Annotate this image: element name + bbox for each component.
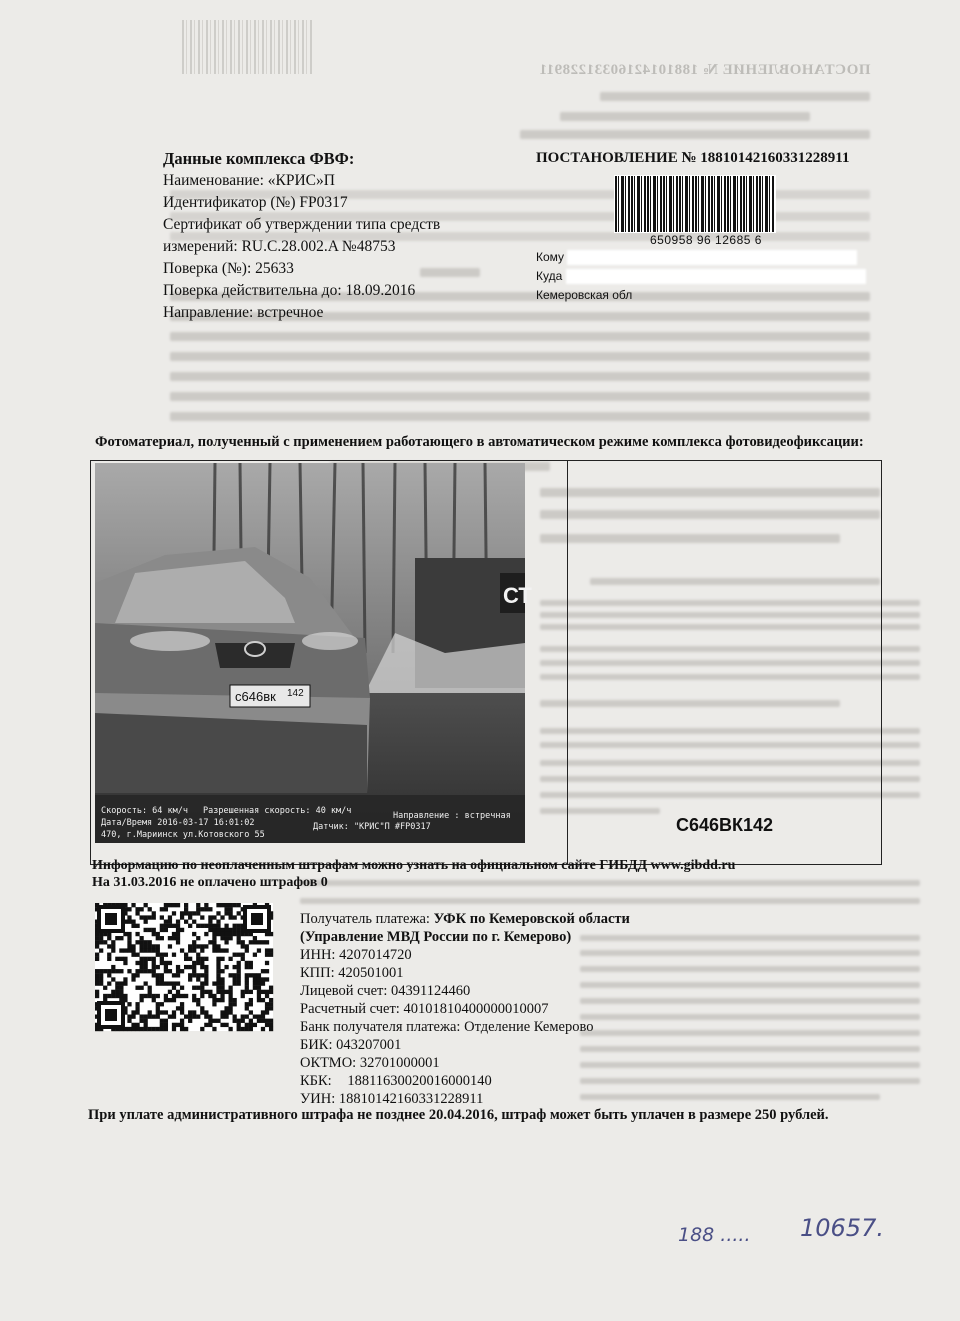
bank-value: Отделение Кемерово	[464, 1019, 594, 1035]
recipient-region: Кемеровская обл	[536, 288, 633, 302]
plate-number: С646ВК142	[676, 815, 774, 835]
recipient-value-2: (Управление МВД России по г. Кемерово)	[300, 929, 572, 945]
fines-info-line: Информацию по неоплаченным штрафам можно узнать на официальном сайте ГИБДД www.gibdd.ru	[92, 858, 736, 873]
complex-certificate-line1: Сертификат об утверждении типа средств	[163, 216, 441, 233]
recipient-value: УФК по Кемеровской области	[433, 911, 630, 927]
inn: ИНН: 4207014720	[300, 947, 412, 963]
handwritten-number-left: 188 .....	[678, 1224, 751, 1246]
roadside-sign-text: СТ	[503, 583, 532, 608]
overlay-sensor: Датчик: "КРИС"П #FP0317	[313, 822, 431, 832]
complex-verification: Поверка (№): 25633	[163, 260, 294, 277]
settlement-label: Расчетный счет:	[300, 1001, 400, 1017]
car-plate-region: 142	[287, 688, 304, 699]
overlay-speed: Скорость: 64 км/ч	[101, 806, 188, 816]
complex-title: Данные комплекса ФВФ:	[163, 149, 355, 168]
payment-details	[300, 910, 630, 1108]
kpp: КПП: 420501001	[300, 965, 404, 981]
photo-caption: Фотоматериал, полученный с применением работающего в автоматическом режиме комплекса фотовидеофиксации:	[95, 434, 864, 450]
complex-direction: Направление: встречное	[163, 304, 324, 321]
overlay-datetime: Дата/Время 2016-03-17 16:01:02	[101, 818, 255, 828]
bank-label: Банк получателя платежа:	[300, 1019, 461, 1035]
oktmo: ОКТМО: 32701000001	[300, 1055, 440, 1071]
kbk-label: КБК:	[300, 1073, 332, 1089]
overlay-location: 470, г.Мариинск ул.Котовского 55	[101, 830, 265, 840]
car-plate-number: с646вк	[235, 689, 276, 704]
uin: УИН: 18810142160331228911	[300, 1091, 484, 1107]
barcode-number: 650958 96 12685 6	[650, 233, 762, 247]
overlay-direction: Направление : встречная	[393, 811, 511, 821]
recipient-label: Получатель платежа:	[300, 911, 430, 927]
violation-photo	[95, 463, 532, 843]
frame-divider	[567, 461, 568, 864]
recipient-block	[536, 248, 866, 305]
resolution-title: ПОСТАНОВЛЕНИЕ № 18810142160331228911	[536, 150, 850, 166]
redaction-mark	[566, 269, 866, 284]
ghost-title: ПОСТАНОВЛЕНИЕ № 18810142160331228911	[538, 62, 870, 78]
recipient-where: Куда	[536, 269, 563, 283]
account-label: Лицевой счет:	[300, 983, 388, 999]
complex-identifier: Идентификатор (№) FP0317	[163, 194, 348, 211]
fines-unpaid-line: На 31.03.2016 не оплачено штрафов 0	[92, 875, 328, 890]
overlay-allowed-speed: Разрешенная скорость: 40 км/ч	[203, 806, 352, 816]
recipient-to: Кому	[536, 250, 565, 264]
complex-certificate-line2: измерений: RU.C.28.002.A №48753	[163, 238, 396, 255]
redaction-mark	[567, 250, 857, 265]
payment-deadline-note: При уплате административного штрафа не позднее 20.04.2016, штраф может быть уплачен в размере 250 рублей.	[88, 1107, 829, 1123]
ghost-barcode	[182, 20, 312, 74]
settlement-value: 40101810400000010007	[403, 1001, 549, 1017]
complex-name: Наименование: «КРИС»П	[163, 172, 335, 189]
fines-note	[92, 857, 735, 891]
handwritten-number-right: 10657.	[800, 1214, 884, 1242]
complex-data-block	[163, 148, 440, 324]
resolution-barcode	[614, 175, 776, 233]
kbk-value: 18811630020016000140	[347, 1073, 492, 1089]
account-value: 04391124460	[391, 983, 471, 999]
complex-verification-valid: Поверка действительна до: 18.09.2016	[163, 282, 416, 299]
payment-qr-code	[95, 903, 273, 1031]
bik: БИК: 043207001	[300, 1037, 402, 1053]
